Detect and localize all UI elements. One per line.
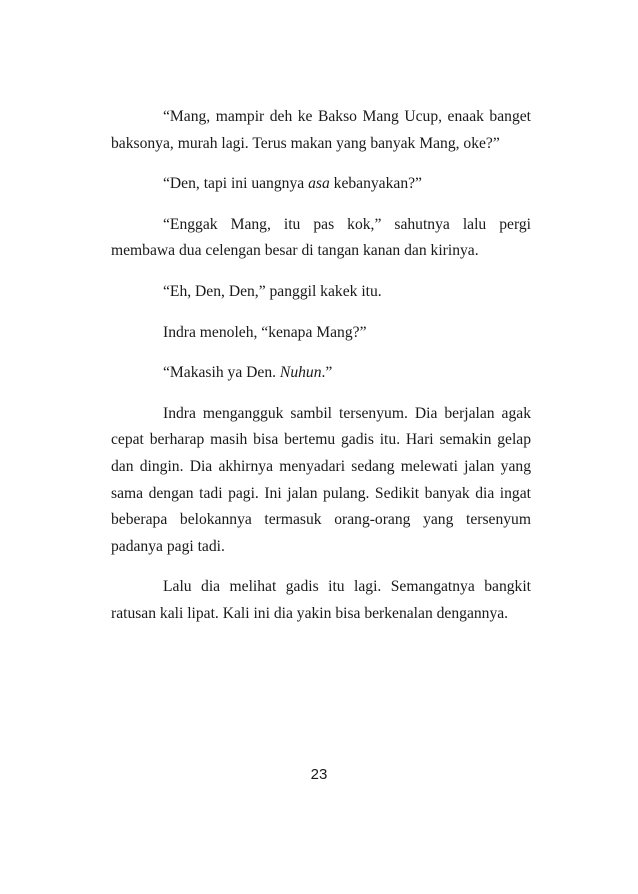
paragraph-2: “Den, tapi ini uangnya asa kebanyakan?” bbox=[163, 175, 422, 193]
paragraph-4: “Eh, Den, Den,” panggil kakek itu. bbox=[163, 282, 382, 300]
page-number: 23 bbox=[310, 766, 328, 783]
body-text bbox=[111, 104, 531, 638]
italic-word: Nuhun bbox=[279, 364, 322, 382]
italic-word: asa bbox=[308, 175, 330, 193]
paragraph-5: Indra menoleh, “kenapa Mang?” bbox=[163, 323, 367, 341]
paragraph-6: “Makasih ya Den. Nuhun.” bbox=[163, 364, 333, 382]
paragraph-8: Lalu dia melihat gadis itu lagi. Semangatnya bangkit ratusan kali lipat. Kali ini dia yakin bisa berkenalan dengannya. bbox=[111, 578, 531, 622]
paragraph-3: “Enggak Mang, itu pas kok,” sahutnya lalu pergi membawa dua celengan besar di tangan kanan dan kirinya. bbox=[111, 215, 531, 260]
paragraph-1: “Mang, mampir deh ke Bakso Mang Ucup, enaak banget baksonya, murah lagi. Terus makan yang banyak Mang, oke?” bbox=[111, 108, 531, 152]
paragraph-7: Indra mengangguk sambil tersenyum. Dia berjalan agak cepat berharap masih bisa bertemu gadis itu. Hari semakin gelap dan dingin. Dia akhirnya menyadari sedang melewati jalan yang sama dengan tadi pagi. Ini jalan pulang. Sedikit banyak dia ingat beberapa belokannya termasuk orang-orang yang tersenyum padanya pagi tadi. bbox=[111, 404, 531, 555]
